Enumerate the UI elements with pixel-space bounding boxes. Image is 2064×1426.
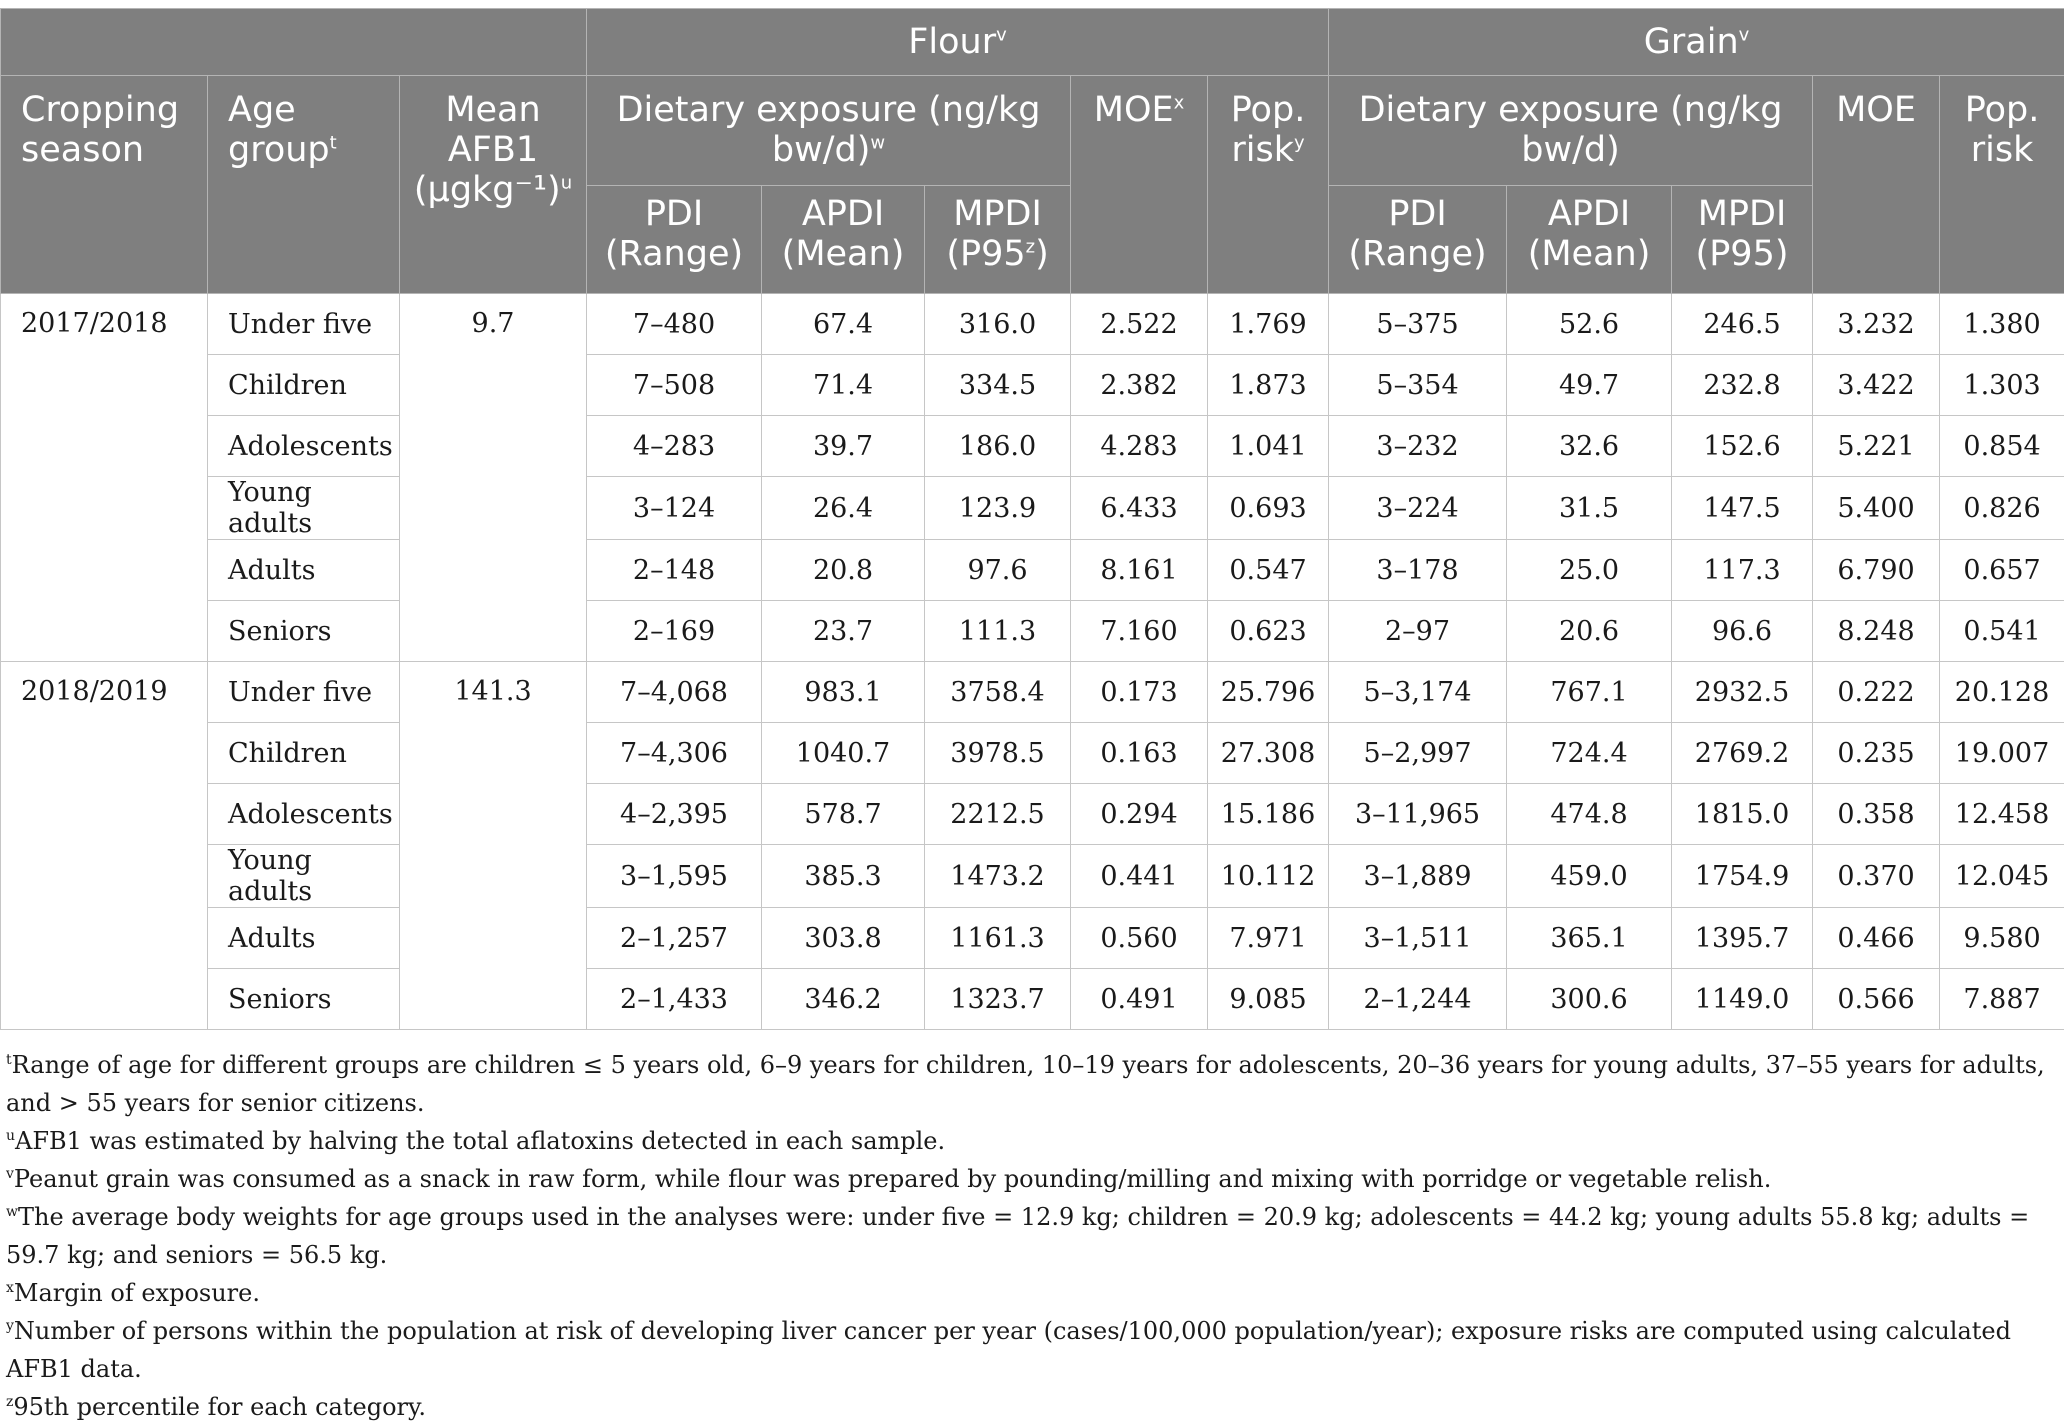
value-cell-f-apdi: 578.7 [762,784,925,845]
table-row [1,355,2064,416]
header-row-groups [1,9,2064,76]
footnotes [6,1046,2056,1426]
value-cell-g-risk: 1.303 [1940,355,2064,416]
value-cell-f-risk: 25.796 [1208,662,1329,723]
value-cell-f-mpdi: 2212.5 [925,784,1071,845]
aflatoxin-exposure-table [0,8,2064,1030]
value-cell-g-pdi: 2–1,244 [1329,969,1507,1030]
value-cell-g-apdi: 32.6 [1507,416,1672,477]
value-cell-g-mpdi: 1149.0 [1672,969,1813,1030]
value-cell-f-risk: 1.041 [1208,416,1329,477]
value-cell-f-risk: 0.693 [1208,477,1329,540]
cropping-season-cell: 2018/2019 [1,662,208,1030]
table-row [1,294,2064,355]
footnote-text: Number of persons within the population at risk of developing liver cancer per year (cases/100,000 population/year); exposure risks are computed using calculated AFB1 data. [6,1317,2011,1383]
table-row [1,416,2064,477]
value-cell-f-moe: 6.433 [1071,477,1208,540]
value-cell-g-pdi: 3–1,889 [1329,845,1507,908]
value-cell-f-mpdi: 3758.4 [925,662,1071,723]
value-cell-f-mpdi: 1161.3 [925,908,1071,969]
value-cell-f-moe: 0.441 [1071,845,1208,908]
table-row [1,969,2064,1030]
value-cell-g-pdi: 3–11,965 [1329,784,1507,845]
footnote [6,1122,2056,1160]
value-cell-g-apdi: 767.1 [1507,662,1672,723]
value-cell-g-risk: 0.541 [1940,601,2064,662]
value-cell-g-risk: 12.045 [1940,845,2064,908]
age-group-cell: Adults [208,540,400,601]
footnote-text: Margin of exposure. [14,1279,260,1307]
value-cell-g-mpdi: 1395.7 [1672,908,1813,969]
header-apdi-flour: APDI (Mean) [762,186,925,294]
value-cell-f-moe: 8.161 [1071,540,1208,601]
table-row [1,540,2064,601]
footnote-mark: v [6,1166,14,1182]
value-cell-g-apdi: 365.1 [1507,908,1672,969]
value-cell-f-apdi: 1040.7 [762,723,925,784]
value-cell-f-pdi: 2–148 [587,540,762,601]
value-cell-f-apdi: 67.4 [762,294,925,355]
header-row-columns [1,76,2064,186]
value-cell-g-mpdi: 1754.9 [1672,845,1813,908]
value-cell-g-apdi: 49.7 [1507,355,1672,416]
value-cell-f-mpdi: 97.6 [925,540,1071,601]
cropping-season-cell: 2017/2018 [1,294,208,662]
footnote-mark: w [6,1204,18,1220]
header-apdi-grain: APDI (Mean) [1507,186,1672,294]
value-cell-g-risk: 9.580 [1940,908,2064,969]
value-cell-f-apdi: 983.1 [762,662,925,723]
value-cell-g-mpdi: 2932.5 [1672,662,1813,723]
value-cell-g-mpdi: 1815.0 [1672,784,1813,845]
value-cell-f-moe: 4.283 [1071,416,1208,477]
header-mpdi-flour: MPDI (P95$^z$) [925,186,1071,294]
value-cell-f-risk: 7.971 [1208,908,1329,969]
value-cell-g-moe: 5.400 [1813,477,1940,540]
value-cell-f-pdi: 7–480 [587,294,762,355]
footnote-mark: x [6,1280,14,1296]
value-cell-f-moe: 0.294 [1071,784,1208,845]
value-cell-g-mpdi: 96.6 [1672,601,1813,662]
header-mean-afb1: Mean AFB1 $(\mu gkg^{-1})^u$ [400,76,587,294]
value-cell-f-apdi: 23.7 [762,601,925,662]
header-pdi-grain: PDI (Range) [1329,186,1507,294]
value-cell-g-mpdi: 152.6 [1672,416,1813,477]
value-cell-g-pdi: 5–354 [1329,355,1507,416]
footnote [6,1160,2056,1198]
footnote [6,1046,2056,1122]
footnote-text: AFB1 was estimated by halving the total aflatoxins detected in each sample. [15,1127,945,1155]
value-cell-f-apdi: 346.2 [762,969,925,1030]
value-cell-f-pdi: 7–4,068 [587,662,762,723]
value-cell-f-pdi: 7–508 [587,355,762,416]
value-cell-f-apdi: 39.7 [762,416,925,477]
age-group-cell: Children [208,723,400,784]
header-grain: Grain$^v$ [1329,9,2064,76]
footnote [6,1274,2056,1312]
value-cell-g-apdi: 474.8 [1507,784,1672,845]
value-cell-g-pdi: 5–2,997 [1329,723,1507,784]
value-cell-g-moe: 8.248 [1813,601,1940,662]
value-cell-f-pdi: 3–124 [587,477,762,540]
footnote-mark: t [6,1052,12,1068]
value-cell-f-risk: 10.112 [1208,845,1329,908]
value-cell-g-pdi: 3–178 [1329,540,1507,601]
value-cell-f-moe: 2.382 [1071,355,1208,416]
age-group-cell: Seniors [208,969,400,1030]
value-cell-g-risk: 7.887 [1940,969,2064,1030]
table-row [1,477,2064,540]
value-cell-f-mpdi: 111.3 [925,601,1071,662]
value-cell-f-mpdi: 334.5 [925,355,1071,416]
age-group-cell: Adolescents [208,784,400,845]
value-cell-f-moe: 0.173 [1071,662,1208,723]
value-cell-f-risk: 27.308 [1208,723,1329,784]
table-row [1,908,2064,969]
value-cell-g-apdi: 25.0 [1507,540,1672,601]
footnote [6,1388,2056,1426]
value-cell-g-moe: 3.232 [1813,294,1940,355]
value-cell-g-apdi: 52.6 [1507,294,1672,355]
value-cell-g-moe: 0.370 [1813,845,1940,908]
header-dietary-exposure-flour: Dietary exposure (ng/kg bw/d)$^w$ [587,76,1071,186]
table-row [1,723,2064,784]
age-group-cell: Under five [208,294,400,355]
table-body [1,294,2064,1030]
footnote-mark: u [6,1128,15,1144]
age-group-cell: Young adults [208,845,400,908]
value-cell-g-moe: 0.466 [1813,908,1940,969]
value-cell-f-mpdi: 316.0 [925,294,1071,355]
value-cell-f-pdi: 4–2,395 [587,784,762,845]
value-cell-g-mpdi: 232.8 [1672,355,1813,416]
value-cell-f-apdi: 20.8 [762,540,925,601]
age-group-cell: Young adults [208,477,400,540]
footnote-text: Peanut grain was consumed as a snack in raw form, while flour was prepared by pounding/milling and mixing with porridge or vegetable relish. [14,1165,1771,1193]
value-cell-g-pdi: 3–224 [1329,477,1507,540]
value-cell-f-pdi: 7–4,306 [587,723,762,784]
header-pdi-flour: PDI (Range) [587,186,762,294]
value-cell-f-moe: 0.163 [1071,723,1208,784]
value-cell-g-mpdi: 2769.2 [1672,723,1813,784]
value-cell-g-moe: 0.235 [1813,723,1940,784]
value-cell-f-risk: 1.873 [1208,355,1329,416]
age-group-cell: Adolescents [208,416,400,477]
value-cell-f-risk: 0.623 [1208,601,1329,662]
value-cell-f-mpdi: 186.0 [925,416,1071,477]
value-cell-g-risk: 12.458 [1940,784,2064,845]
value-cell-f-mpdi: 3978.5 [925,723,1071,784]
value-cell-g-mpdi: 117.3 [1672,540,1813,601]
header-pop-risk-grain: Pop. risk [1940,76,2064,294]
value-cell-f-apdi: 385.3 [762,845,925,908]
value-cell-g-moe: 6.790 [1813,540,1940,601]
value-cell-g-risk: 19.007 [1940,723,2064,784]
header-pop-risk-flour: Pop. risk$^y$ [1208,76,1329,294]
header-cropping-season: Cropping season [1,76,208,294]
value-cell-g-pdi: 3–1,511 [1329,908,1507,969]
value-cell-g-mpdi: 147.5 [1672,477,1813,540]
value-cell-f-mpdi: 1473.2 [925,845,1071,908]
value-cell-g-risk: 0.657 [1940,540,2064,601]
value-cell-f-pdi: 4–283 [587,416,762,477]
value-cell-f-pdi: 2–169 [587,601,762,662]
age-group-cell: Adults [208,908,400,969]
value-cell-g-apdi: 724.4 [1507,723,1672,784]
value-cell-g-pdi: 5–375 [1329,294,1507,355]
footnote-text: Range of age for different groups are children ≤ 5 years old, 6–9 years for children, 10–19 years for adolescents, 20–36 years for young adults, 37–55 years for adults, and > 55 years for senior citizens. [6,1051,2045,1117]
table-row [1,784,2064,845]
value-cell-f-risk: 9.085 [1208,969,1329,1030]
value-cell-g-pdi: 5–3,174 [1329,662,1507,723]
value-cell-g-apdi: 300.6 [1507,969,1672,1030]
header-age-group: Age group$^t$ [208,76,400,294]
mean-afb1-cell: 141.3 [400,662,587,1030]
value-cell-f-pdi: 2–1,257 [587,908,762,969]
value-cell-g-apdi: 20.6 [1507,601,1672,662]
footnote [6,1312,2056,1388]
value-cell-g-pdi: 3–232 [1329,416,1507,477]
header-blank [1,9,587,76]
footnote-text: The average body weights for age groups used in the analyses were: under five = 12.9 kg; children = 20.9 kg; adolescents = 44.2 kg; young adults 55.8 kg; adults = 59.7 kg; and seniors = 56.5 kg. [6,1203,2029,1269]
value-cell-g-mpdi: 246.5 [1672,294,1813,355]
age-group-cell: Under five [208,662,400,723]
footnote-mark: y [6,1318,14,1334]
value-cell-f-moe: 0.560 [1071,908,1208,969]
value-cell-g-moe: 0.358 [1813,784,1940,845]
header-dietary-exposure-grain: Dietary exposure (ng/kg bw/d) [1329,76,1813,186]
header-moe-flour: MOE$^x$ [1071,76,1208,294]
value-cell-f-mpdi: 123.9 [925,477,1071,540]
value-cell-f-apdi: 26.4 [762,477,925,540]
value-cell-f-risk: 0.547 [1208,540,1329,601]
mean-afb1-cell: 9.7 [400,294,587,662]
value-cell-f-moe: 2.522 [1071,294,1208,355]
value-cell-g-pdi: 2–97 [1329,601,1507,662]
value-cell-g-moe: 0.222 [1813,662,1940,723]
value-cell-f-moe: 7.160 [1071,601,1208,662]
table-row [1,662,2064,723]
value-cell-f-mpdi: 1323.7 [925,969,1071,1030]
value-cell-g-moe: 5.221 [1813,416,1940,477]
age-group-cell: Children [208,355,400,416]
header-moe-grain: MOE [1813,76,1940,294]
footnote-text: 95th percentile for each category. [13,1393,426,1421]
value-cell-f-risk: 1.769 [1208,294,1329,355]
value-cell-f-risk: 15.186 [1208,784,1329,845]
header-flour: Flour$^v$ [587,9,1329,76]
value-cell-g-risk: 0.854 [1940,416,2064,477]
value-cell-f-pdi: 3–1,595 [587,845,762,908]
value-cell-f-moe: 0.491 [1071,969,1208,1030]
value-cell-g-apdi: 459.0 [1507,845,1672,908]
table-row [1,845,2064,908]
footnote-mark: z [6,1394,13,1410]
value-cell-f-apdi: 303.8 [762,908,925,969]
value-cell-g-apdi: 31.5 [1507,477,1672,540]
value-cell-g-moe: 3.422 [1813,355,1940,416]
footnote [6,1198,2056,1274]
value-cell-g-risk: 20.128 [1940,662,2064,723]
age-group-cell: Seniors [208,601,400,662]
header-mpdi-grain: MPDI (P95) [1672,186,1813,294]
value-cell-g-risk: 1.380 [1940,294,2064,355]
value-cell-f-apdi: 71.4 [762,355,925,416]
table-row [1,601,2064,662]
value-cell-g-risk: 0.826 [1940,477,2064,540]
value-cell-f-pdi: 2–1,433 [587,969,762,1030]
value-cell-g-moe: 0.566 [1813,969,1940,1030]
